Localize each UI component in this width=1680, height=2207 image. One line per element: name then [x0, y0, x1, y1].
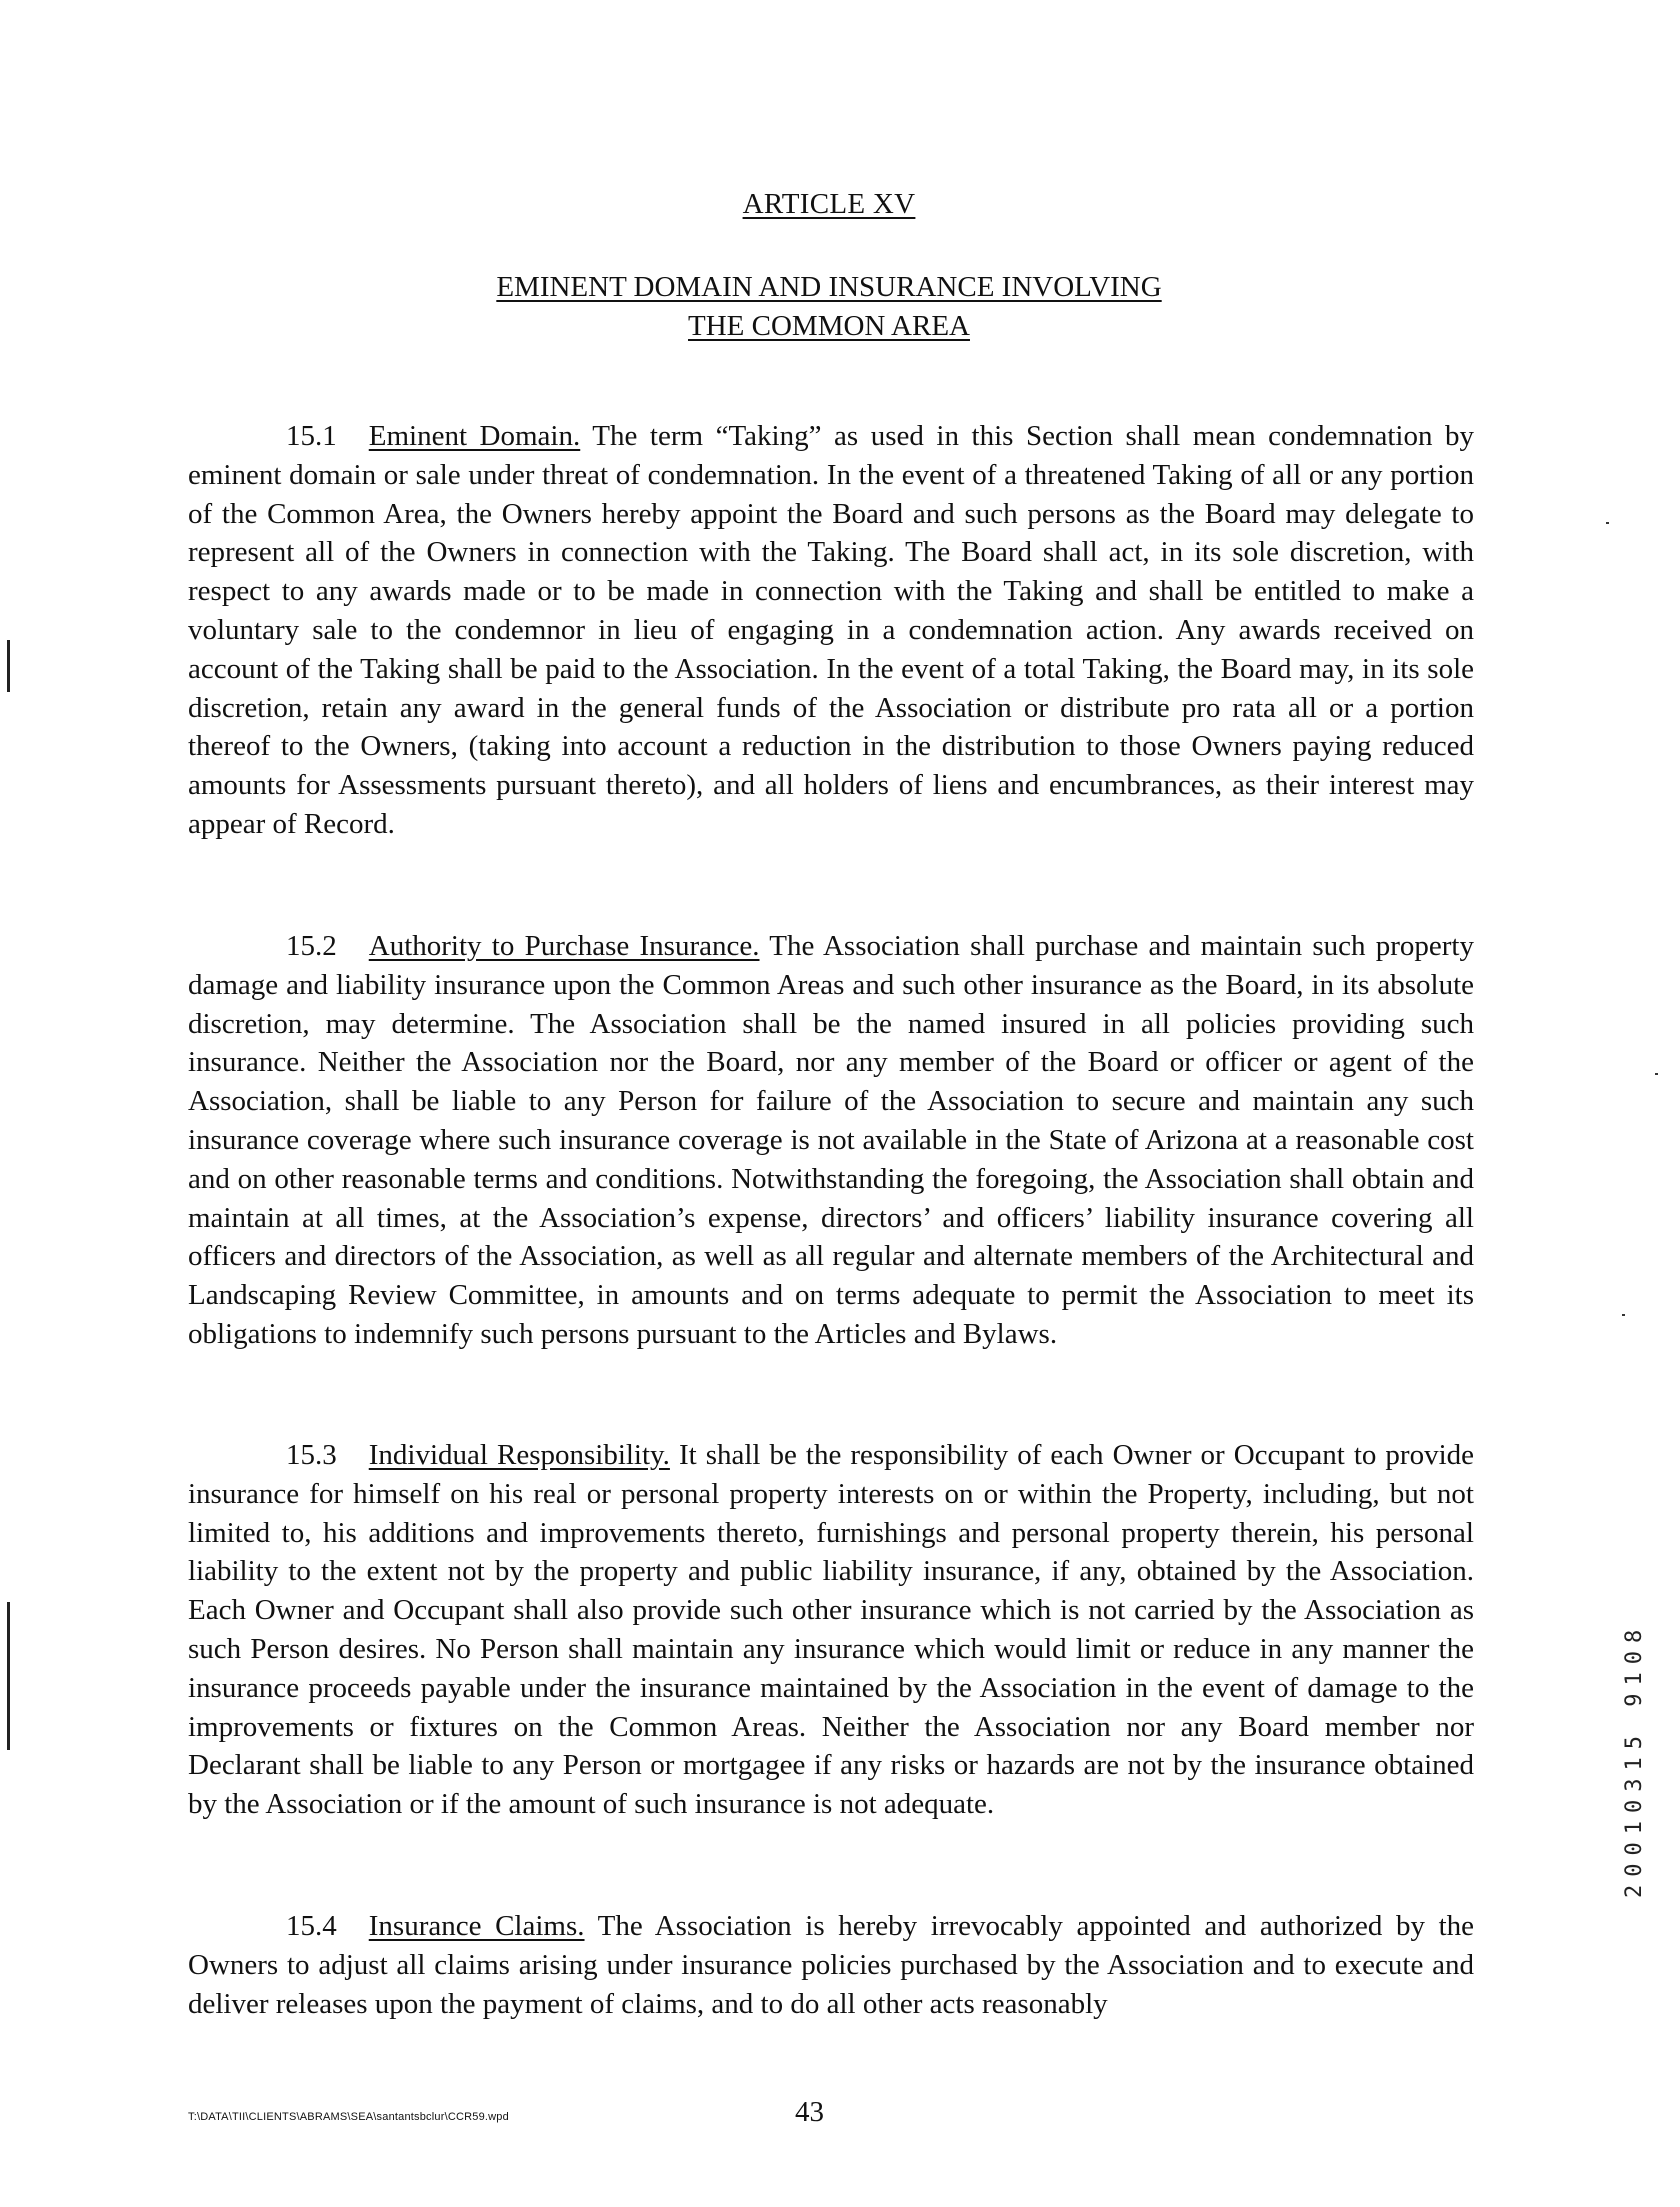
- revision-bar: [7, 1602, 10, 1750]
- section-15-1: [188, 417, 1474, 844]
- scan-speck: [1655, 1073, 1658, 1075]
- section-body: The Association is hereby irrevocably appointed and authorized by the Owners to adjust all claims arising under insurance policies purchased by the Association and to execute and deliver releases upon the payment of claims, and to do all other acts reasonably: [188, 1910, 1474, 2020]
- section-heading: Insurance Claims.: [368, 1910, 585, 1942]
- section-heading: Authority to Purchase Insurance.: [368, 930, 760, 962]
- section-number: 15.4: [286, 1910, 337, 1942]
- section-body: It shall be the responsibility of each Owner or Occupant to provide insurance for himself on his real or personal property interests on or within the Property, including, but not limited to, his additions and improvements thereto, furnishings and personal property therein, his personal liability to the extent not by the property and public liability insurance, if any, obtained by the Association. Each Owner and Occupant shall also provide such other insurance which is not carried by the Association as such Person desires. No Person shall maintain any insurance which would limit or reduce in any manner the insurance proceeds payable under the insurance maintained by the Association in the event of damage to the improvements or fixtures on the Common Areas. Neither the Association nor any Board member nor Declarant shall be liable to any Person or mortgagee if any risks or hazards are not by the insurance obtained by the Association or if the amount of such insurance is not adequate.: [188, 1439, 1475, 1821]
- article-subtitle: [0, 268, 1658, 346]
- section-body: The term “Taking” as used in this Section shall mean condemnation by eminent domain or sale under threat of condemnation. In the event of a threatened Taking of all or any portion of the Common Area, the Owners hereby appoint the Board and such persons as the Board may delegate to represent all of the Owners in connection with the Taking. The Board shall act, in its sole discretion, with respect to any awards made or to be made in connection with the Taking and shall be entitled to make a voluntary sale to the condemnor in lieu of engaging in a condemnation action. Any awards received on account of the Taking shall be paid to the Association. In the event of a total Taking, the Board may, in its sole discretion, retain any award in the general funds of the Association or distribute pro rata all or a portion thereof to the Owners, (taking into account a reduction in the distribution to those Owners paying reduced amounts for Assessments pursuant thereto), and all holders of liens and encumbrances, as their interest may appear of Record.: [188, 420, 1474, 840]
- revision-bar: [7, 640, 10, 692]
- recording-stamp: 20010315 9108: [1622, 1621, 1647, 1899]
- page-number: 43: [795, 2096, 824, 2128]
- scan-speck: [1622, 1314, 1625, 1316]
- article-title: ARTICLE XV: [742, 188, 916, 220]
- footer-file-path: T:\DATA\TII\CLIENTS\ABRAMS\SEA\santantsbclur\CCR59.wpd: [188, 2111, 509, 2123]
- section-15-2: [188, 927, 1474, 1354]
- section-heading: Individual Responsibility.: [368, 1439, 670, 1471]
- article-subtitle-line1: EMINENT DOMAIN AND INSURANCE INVOLVING: [496, 271, 1162, 303]
- article-subtitle-line2: THE COMMON AREA: [688, 310, 970, 342]
- section-body: The Association shall purchase and maintain such property damage and liability insurance upon the Common Areas and such other insurance as the Board, in its absolute discretion, may determine. The Association shall be the named insured in all policies providing such insurance. Neither the Association nor the Board, nor any member of the Board or officer or agent of the Association, shall be liable to any Person for failure of the Association to secure and maintain any such insurance coverage where such insurance coverage is not available in the State of Arizona at a reasonable cost and on other reasonable terms and conditions. Notwithstanding the foregoing, the Association shall obtain and maintain at all times, at the Association’s expense, directors’ and officers’ liability insurance covering all officers and directors of the Association, as well as all regular and alternate members of the Architectural and Landscaping Review Committee, in amounts and on terms adequate to permit the Association to meet its obligations to indemnify such persons pursuant to the Articles and Bylaws.: [188, 930, 1474, 1350]
- scan-speck: [1606, 522, 1609, 524]
- section-number: 15.3: [286, 1439, 337, 1471]
- section-number: 15.1: [286, 420, 337, 452]
- section-15-3: [188, 1436, 1474, 1824]
- section-15-4: [188, 1907, 1474, 2023]
- section-number: 15.2: [286, 930, 337, 962]
- section-heading: Eminent Domain.: [368, 420, 581, 452]
